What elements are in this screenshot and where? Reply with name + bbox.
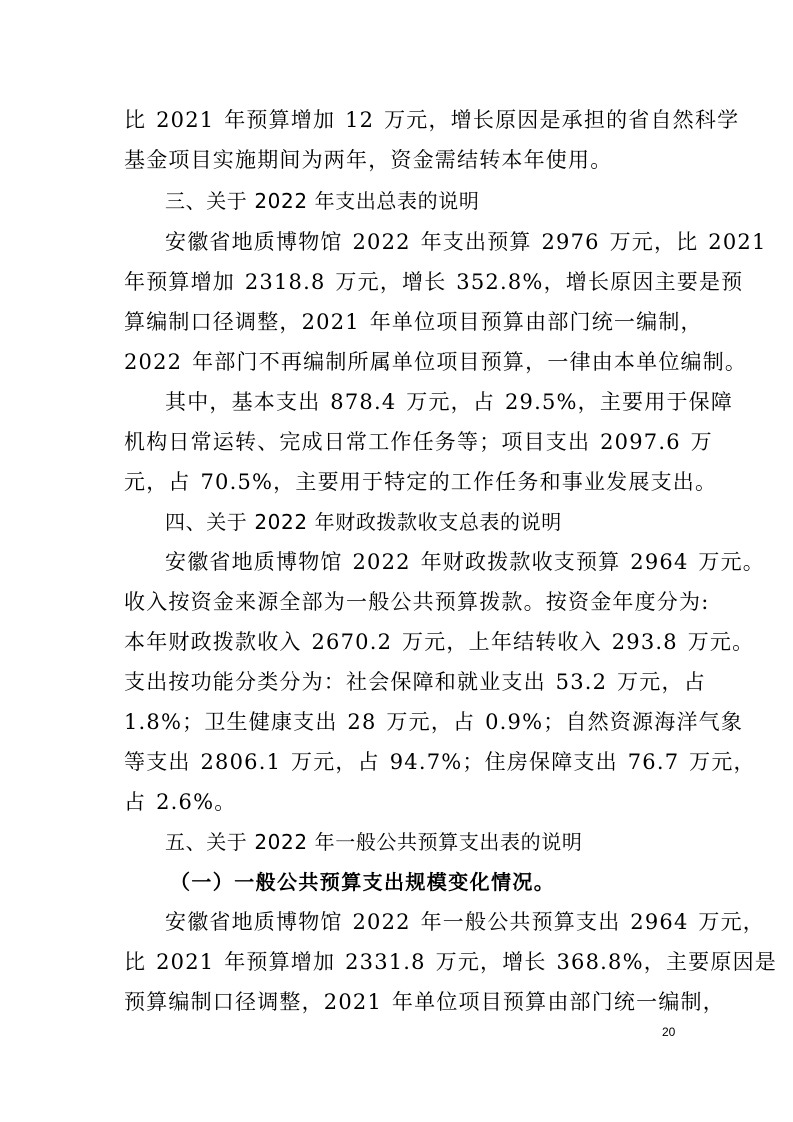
body-text-line: 安徽省地质博物馆 2022 年财政拨款收支预算 2964 万元。 [165,550,765,574]
body-text-line: 占 2.6%。 [124,790,237,814]
body-text-line: 机构日常运转、完成日常工作任务等；项目支出 2097.6 万 [124,430,713,454]
section-heading-4: 四、关于 2022 年财政拨款收支总表的说明 [165,510,562,534]
body-text-line: 元，占 70.5%，主要用于特定的工作任务和事业发展支出。 [124,470,718,494]
body-text-line: 算编制口径调整，2021 年单位项目预算由部门统一编制， [124,310,703,334]
section-heading-5: 五、关于 2022 年一般公共预算支出表的说明 [165,830,583,854]
body-text-line: 安徽省地质博物馆 2022 年支出预算 2976 万元，比 2021 [165,230,767,254]
page-number: 20 [662,1025,676,1039]
body-text-line: 预算编制口径调整，2021 年单位项目预算由部门统一编制， [124,990,725,1014]
body-text-line: 比 2021 年预算增加 12 万元，增长原因是承担的省自然科学 [124,108,740,132]
body-text-line: 安徽省地质博物馆 2022 年一般公共预算支出 2964 万元， [165,910,765,934]
body-text-line: 其中，基本支出 878.4 万元，占 29.5%，主要用于保障 [165,390,734,414]
subsection-heading-1: （一）一般公共预算支出规模变化情况。 [170,870,556,894]
body-text-line: 2022 年部门不再编制所属单位项目预算，一律由本单位编制。 [124,350,748,374]
body-text-line: 1.8%；卫生健康支出 28 万元，占 0.9%；自然资源海洋气象 [124,710,744,734]
body-text-line: 本年财政拨款收入 2670.2 万元，上年结转收入 293.8 万元。 [124,630,755,654]
body-text-line: 收入按资金来源全部为一般公共预算拨款。按资金年度分为: [124,590,710,614]
body-text-line: 比 2021 年预算增加 2331.8 万元，增长 368.8%，主要原因是 [124,950,777,974]
body-text-line: 支出按功能分类分为：社会保障和就业支出 53.2 万元，占 [124,670,706,694]
body-text-line: 基金项目实施期间为两年，资金需结转本年使用。 [124,148,613,172]
body-text-line: 等支出 2806.1 万元，占 94.7%；住房保障支出 76.7 万元， [124,750,756,774]
body-text-line: 年预算增加 2318.8 万元，增长 352.8%，增长原因主要是预 [124,270,744,294]
section-heading-3: 三、关于 2022 年支出总表的说明 [165,189,480,213]
